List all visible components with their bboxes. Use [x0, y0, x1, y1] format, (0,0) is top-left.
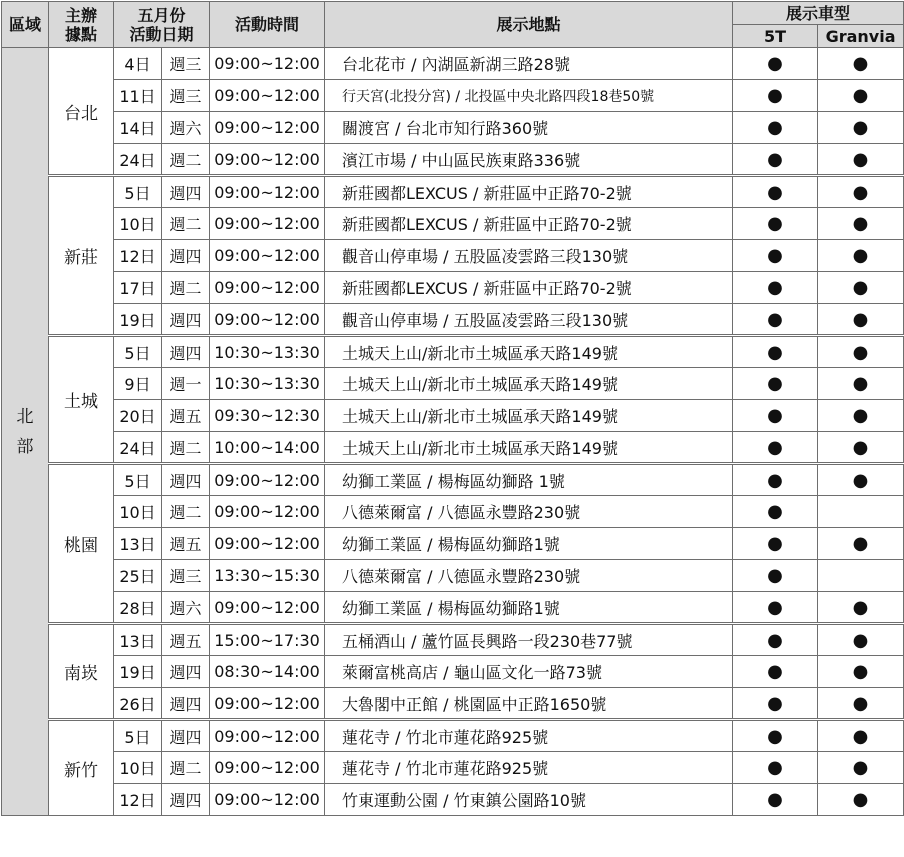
location-cell: 台北花市 / 內湖區新湖三路28號 [325, 48, 733, 80]
model-granvia-cell: ● [818, 688, 904, 720]
time-cell: 09:00~12:00 [210, 688, 325, 720]
model-5t-cell: ● [733, 656, 818, 688]
location-cell: 八德萊爾富 / 八德區永豐路230號 [325, 560, 733, 592]
day-cell: 19日 [114, 656, 162, 688]
model-5t-cell: ● [733, 368, 818, 400]
model-5t-cell: ● [733, 432, 818, 464]
table-row [2, 336, 904, 368]
location-cell: 八德萊爾富 / 八德區永豐路230號 [325, 496, 733, 528]
location-cell: 蓮花寺 / 竹北市蓮花路925號 [325, 720, 733, 752]
model-5t-cell: ● [733, 464, 818, 496]
day-cell: 17日 [114, 272, 162, 304]
time-cell: 09:00~12:00 [210, 208, 325, 240]
model-granvia-cell: ● [818, 752, 904, 784]
table-row [2, 80, 904, 112]
weekday-cell: 週四 [162, 784, 210, 816]
model-granvia-cell: ● [818, 176, 904, 208]
model-granvia-cell: ● [818, 80, 904, 112]
location-cell: 土城天上山/新北市土城區承天路149號 [325, 432, 733, 464]
table-row [2, 144, 904, 176]
model-granvia-cell [818, 496, 904, 528]
day-cell: 9日 [114, 368, 162, 400]
weekday-cell: 週五 [162, 528, 210, 560]
model-granvia-cell: ● [818, 720, 904, 752]
day-cell: 20日 [114, 400, 162, 432]
day-cell: 25日 [114, 560, 162, 592]
time-cell: 10:30~13:30 [210, 368, 325, 400]
time-cell: 09:00~12:00 [210, 784, 325, 816]
model-5t-cell: ● [733, 336, 818, 368]
time-cell: 08:30~14:00 [210, 656, 325, 688]
time-cell: 10:00~14:00 [210, 432, 325, 464]
region-cell: 北 部 [2, 48, 49, 816]
location-cell: 五桶酒山 / 蘆竹區長興路一段230巷77號 [325, 624, 733, 656]
weekday-cell: 週一 [162, 368, 210, 400]
weekday-cell: 週四 [162, 464, 210, 496]
model-granvia-cell: ● [818, 272, 904, 304]
header-location: 展示地點 [325, 2, 733, 48]
weekday-cell: 週六 [162, 112, 210, 144]
day-cell: 28日 [114, 592, 162, 624]
weekday-cell: 週五 [162, 400, 210, 432]
model-5t-cell: ● [733, 592, 818, 624]
weekday-cell: 週二 [162, 496, 210, 528]
weekday-cell: 週三 [162, 560, 210, 592]
time-cell: 09:00~12:00 [210, 464, 325, 496]
model-granvia-cell: ● [818, 304, 904, 336]
location-cell: 行天宮(北投分宮) / 北投區中央北路四段18巷50號 [325, 80, 733, 112]
header-date [114, 2, 210, 48]
time-cell: 09:30~12:30 [210, 400, 325, 432]
time-cell: 09:00~12:00 [210, 48, 325, 80]
time-cell: 09:00~12:00 [210, 528, 325, 560]
table-row [2, 208, 904, 240]
table-row [2, 304, 904, 336]
table-row [2, 176, 904, 208]
weekday-cell: 週四 [162, 304, 210, 336]
day-cell: 10日 [114, 208, 162, 240]
weekday-cell: 週二 [162, 208, 210, 240]
model-granvia-cell: ● [818, 464, 904, 496]
time-cell: 09:00~12:00 [210, 752, 325, 784]
base-cell: 南崁 [49, 624, 114, 720]
table-row [2, 400, 904, 432]
time-cell: 09:00~12:00 [210, 240, 325, 272]
time-cell: 09:00~12:00 [210, 272, 325, 304]
weekday-cell: 週四 [162, 688, 210, 720]
day-cell: 4日 [114, 48, 162, 80]
day-cell: 11日 [114, 80, 162, 112]
time-cell: 10:30~13:30 [210, 336, 325, 368]
day-cell: 24日 [114, 144, 162, 176]
model-5t-cell: ● [733, 208, 818, 240]
model-5t-cell: ● [733, 560, 818, 592]
time-cell: 09:00~12:00 [210, 720, 325, 752]
header-time: 活動時間 [210, 2, 325, 48]
model-5t-cell: ● [733, 304, 818, 336]
table-row [2, 432, 904, 464]
day-cell: 14日 [114, 112, 162, 144]
model-5t-cell: ● [733, 240, 818, 272]
model-granvia-cell: ● [818, 656, 904, 688]
day-cell: 12日 [114, 784, 162, 816]
table-row [2, 528, 904, 560]
time-cell: 09:00~12:00 [210, 112, 325, 144]
model-granvia-cell: ● [818, 240, 904, 272]
schedule-body [2, 48, 904, 816]
schedule-table [1, 1, 904, 816]
header-date-line2: 活動日期 [129, 24, 194, 44]
time-cell: 09:00~12:00 [210, 496, 325, 528]
model-granvia-cell: ● [818, 432, 904, 464]
day-cell: 19日 [114, 304, 162, 336]
weekday-cell: 週三 [162, 80, 210, 112]
time-cell: 13:30~15:30 [210, 560, 325, 592]
weekday-cell: 週二 [162, 432, 210, 464]
location-cell: 萊爾富桃高店 / 龜山區文化一路73號 [325, 656, 733, 688]
time-cell: 09:00~12:00 [210, 592, 325, 624]
day-cell: 5日 [114, 336, 162, 368]
model-granvia-cell: ● [818, 400, 904, 432]
model-granvia-cell: ● [818, 784, 904, 816]
location-cell: 竹東運動公園 / 竹東鎮公園路10號 [325, 784, 733, 816]
model-granvia-cell: ● [818, 624, 904, 656]
model-5t-cell: ● [733, 496, 818, 528]
time-cell: 15:00~17:30 [210, 624, 325, 656]
location-cell: 土城天上山/新北市土城區承天路149號 [325, 368, 733, 400]
location-cell: 關渡宮 / 台北市知行路360號 [325, 112, 733, 144]
weekday-cell: 週六 [162, 592, 210, 624]
table-row [2, 112, 904, 144]
model-5t-cell: ● [733, 400, 818, 432]
day-cell: 5日 [114, 464, 162, 496]
location-cell: 土城天上山/新北市土城區承天路149號 [325, 400, 733, 432]
model-5t-cell: ● [733, 784, 818, 816]
day-cell: 13日 [114, 624, 162, 656]
model-5t-cell: ● [733, 80, 818, 112]
location-cell: 新莊國都LEXCUS / 新莊區中正路70-2號 [325, 208, 733, 240]
header-models: 展示車型 [733, 2, 904, 25]
location-cell: 幼獅工業區 / 楊梅區幼獅路1號 [325, 592, 733, 624]
weekday-cell: 週五 [162, 624, 210, 656]
weekday-cell: 週四 [162, 240, 210, 272]
table-row [2, 560, 904, 592]
header-base-line1: 主辦 [64, 5, 97, 25]
header-model-5t: 5T [733, 25, 818, 48]
model-granvia-cell: ● [818, 368, 904, 400]
base-cell: 台北 [49, 48, 114, 176]
base-cell: 土城 [49, 336, 114, 464]
location-cell: 觀音山停車場 / 五股區凌雲路三段130號 [325, 240, 733, 272]
table-row [2, 592, 904, 624]
header-base-line2: 據點 [64, 24, 97, 44]
location-cell: 新莊國都LEXCUS / 新莊區中正路70-2號 [325, 272, 733, 304]
model-granvia-cell: ● [818, 144, 904, 176]
base-cell: 新莊 [49, 176, 114, 336]
day-cell: 12日 [114, 240, 162, 272]
table-row [2, 368, 904, 400]
model-granvia-cell: ● [818, 336, 904, 368]
table-row [2, 48, 904, 80]
location-cell: 幼獅工業區 / 楊梅區幼獅路 1號 [325, 464, 733, 496]
location-cell: 觀音山停車場 / 五股區凌雲路三段130號 [325, 304, 733, 336]
table-row [2, 272, 904, 304]
base-cell: 桃園 [49, 464, 114, 624]
time-cell: 09:00~12:00 [210, 304, 325, 336]
model-granvia-cell: ● [818, 208, 904, 240]
location-cell: 大魯閣中正館 / 桃園區中正路1650號 [325, 688, 733, 720]
weekday-cell: 週四 [162, 720, 210, 752]
weekday-cell: 週四 [162, 336, 210, 368]
header-date-line1: 五月份 [137, 5, 186, 25]
model-5t-cell: ● [733, 112, 818, 144]
table-row [2, 720, 904, 752]
day-cell: 10日 [114, 496, 162, 528]
weekday-cell: 週四 [162, 176, 210, 208]
model-granvia-cell [818, 560, 904, 592]
model-granvia-cell: ● [818, 112, 904, 144]
table-row [2, 624, 904, 656]
model-5t-cell: ● [733, 144, 818, 176]
day-cell: 10日 [114, 752, 162, 784]
table-row [2, 240, 904, 272]
model-5t-cell: ● [733, 688, 818, 720]
day-cell: 13日 [114, 528, 162, 560]
model-granvia-cell: ● [818, 592, 904, 624]
model-5t-cell: ● [733, 752, 818, 784]
location-cell: 幼獅工業區 / 楊梅區幼獅路1號 [325, 528, 733, 560]
location-cell: 新莊國都LEXCUS / 新莊區中正路70-2號 [325, 176, 733, 208]
header-base [49, 2, 114, 48]
table-row [2, 464, 904, 496]
time-cell: 09:00~12:00 [210, 176, 325, 208]
weekday-cell: 週三 [162, 48, 210, 80]
table-row [2, 496, 904, 528]
time-cell: 09:00~12:00 [210, 144, 325, 176]
model-5t-cell: ● [733, 48, 818, 80]
day-cell: 5日 [114, 176, 162, 208]
table-row [2, 752, 904, 784]
location-cell: 土城天上山/新北市土城區承天路149號 [325, 336, 733, 368]
model-granvia-cell: ● [818, 528, 904, 560]
model-5t-cell: ● [733, 720, 818, 752]
base-cell: 新竹 [49, 720, 114, 816]
day-cell: 26日 [114, 688, 162, 720]
model-5t-cell: ● [733, 272, 818, 304]
header-region: 區域 [2, 2, 49, 48]
weekday-cell: 週二 [162, 752, 210, 784]
location-cell: 蓮花寺 / 竹北市蓮花路925號 [325, 752, 733, 784]
weekday-cell: 週二 [162, 144, 210, 176]
table-row [2, 656, 904, 688]
table-row [2, 688, 904, 720]
location-cell: 濱江市場 / 中山區民族東路336號 [325, 144, 733, 176]
model-5t-cell: ● [733, 528, 818, 560]
weekday-cell: 週四 [162, 656, 210, 688]
model-5t-cell: ● [733, 176, 818, 208]
day-cell: 24日 [114, 432, 162, 464]
day-cell: 5日 [114, 720, 162, 752]
table-row [2, 784, 904, 816]
weekday-cell: 週二 [162, 272, 210, 304]
model-granvia-cell: ● [818, 48, 904, 80]
model-5t-cell: ● [733, 624, 818, 656]
time-cell: 09:00~12:00 [210, 80, 325, 112]
header-model-granvia: Granvia [818, 25, 904, 48]
